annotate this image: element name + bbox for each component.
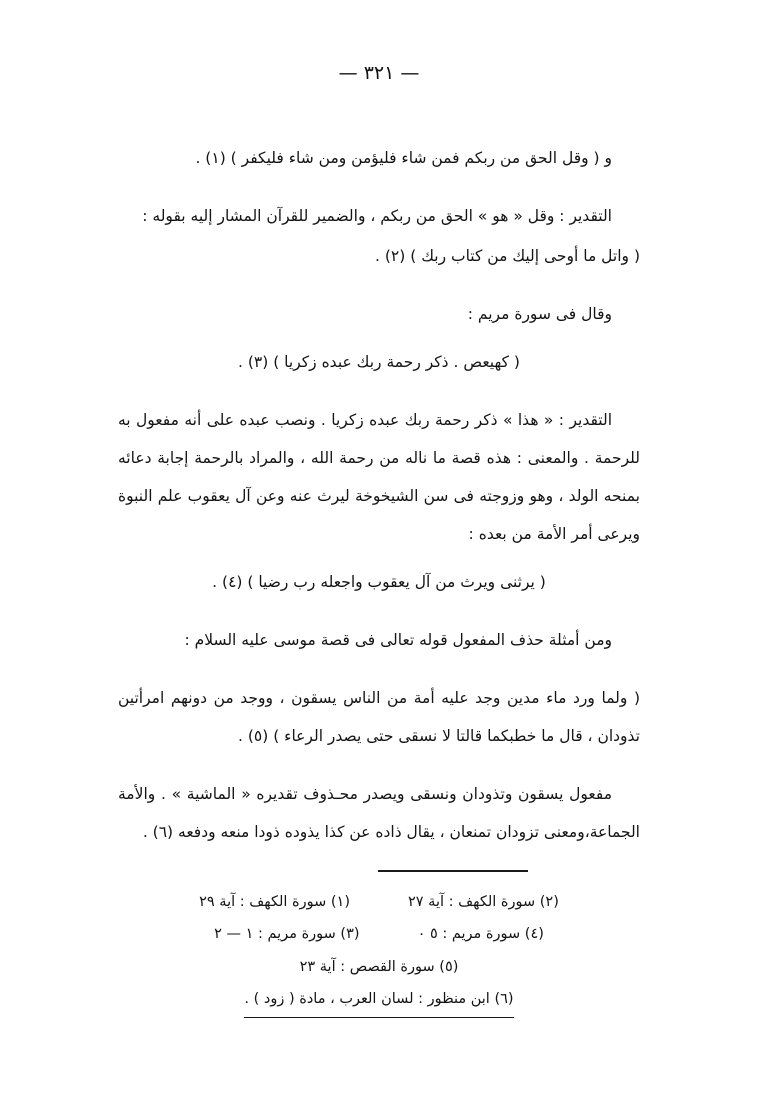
paragraph-4: وقال فى سورة مريم :	[467, 304, 612, 323]
paragraph-2: التقدير : وقل « هو » الحق من ربكم ، والضمير للقرآن المشار إليه بقوله :	[142, 206, 612, 225]
spacer	[118, 286, 640, 296]
footnote-item	[300, 951, 459, 984]
footnote-number: (٥)	[439, 958, 459, 975]
footnote-text: سورة الكهف : آية ٢٧	[408, 893, 536, 910]
footnote-number: (٦)	[494, 991, 514, 1008]
footnote-number: (٢)	[539, 893, 559, 910]
footnote-row	[118, 918, 640, 951]
footnote-text: سورة القصص : آية ٢٣	[299, 958, 435, 975]
body-text	[118, 140, 640, 852]
spacer	[118, 612, 640, 622]
spacer	[118, 670, 640, 680]
footnote-separator	[378, 870, 528, 872]
page-number: — ٣٢١ —	[338, 62, 420, 84]
footnote-item	[214, 918, 359, 951]
footnote-text: سورة الكهف : آية ٢٩	[199, 893, 327, 910]
footnotes	[118, 886, 640, 1019]
footnote-text: ابن منظور : لسان العرب ، مادة ( زود ) .	[244, 991, 490, 1008]
footnote-item	[418, 918, 544, 951]
footnote-number: (١)	[330, 893, 350, 910]
spacer	[118, 766, 640, 776]
footnote-row	[118, 983, 640, 1018]
paragraph-5-quote: ( كهيعص . ذكر رحمة ربك عبده زكريا ) (٣) .	[238, 352, 520, 371]
spacer	[118, 188, 640, 198]
spacer	[118, 392, 640, 402]
paragraph-8: ومن أمثلة حذف المفعول قوله تعالى فى قصة موسى عليه السلام :	[184, 630, 612, 649]
paragraph-9-quote: ( ولما ورد ماء مدين وجد عليه أمة من الناس يسقون ، ووجد من دونهم امرأتين تذودان ، قال ما خطبكما قالتا لا نسقى حتى يصدر الرعاء ) (٥) .	[118, 688, 640, 745]
paragraph-3-quote: ( واتل ما أوحى إليك من كتاب ربك ) (٢) .	[375, 246, 640, 265]
footnote-item	[244, 983, 513, 1018]
footnote-row	[118, 951, 640, 984]
paragraph-6: التقدير : « هذا » ذكر رحمة ربك عبده زكريا . ونصب عبده على أنه مفعول به للرحمة . والمعنى : هذه قصة ما ناله من رحمة الله ، والمراد بالرحمة إجابة دعائه بمنحه الولد ، وهو وزوجته فى سن الشيخوخة ليرث عنه وعن آل يعقوب علم النبوة ويرعى أمر الأمة من بعده :	[118, 410, 640, 543]
footnote-item	[408, 886, 559, 919]
paragraph-10: مفعول يسقون وتذودان ونسقى ويصدر محـذوف تقديره « الماشية » . والأمة الجماعة،ومعنى تزودان تمنعان ، يقال ذاده عن كذا يذوده ذودا منعه ودفعه (٦) .	[118, 784, 640, 841]
paragraph-7-quote: ( يرثنى ويرث من آل يعقوب واجعله رب رضيا ) (٤) .	[212, 572, 546, 591]
footnote-number: (٣)	[340, 926, 360, 943]
footnote-text: سورة مريم : ١ — ٢	[214, 926, 336, 943]
footnote-number: (٤)	[524, 926, 544, 943]
footnote-row	[118, 886, 640, 919]
paragraph-1: و ( وقل الحق من ربكم فمن شاء فليؤمن ومن شاء فليكفر ) (١) .	[195, 149, 612, 167]
footnote-item	[199, 886, 350, 919]
footnote-text: سورة مريم : ٥ ٠	[417, 926, 521, 943]
